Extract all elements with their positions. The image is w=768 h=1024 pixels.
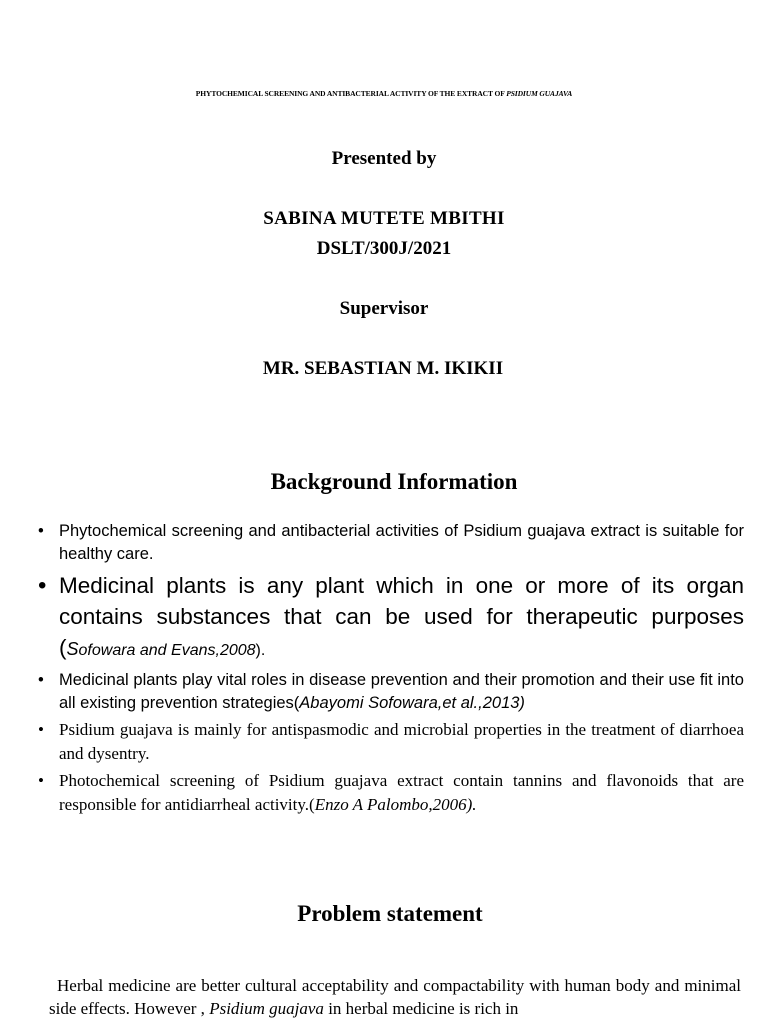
problem-text-before: Herbal medicine are better cultural acceptability and compactability with human body and minimal side effects. However , xyxy=(49,976,741,1018)
list-item xyxy=(38,769,744,817)
list-item-text: Phytochemical screening and antibacterial activities of Psidium guajava extract is suitable for healthy care. xyxy=(59,522,744,563)
supervisor-label: Supervisor xyxy=(339,298,429,319)
bullet-icon: • xyxy=(38,572,47,599)
student-name: SABINA MUTETE MBITHI xyxy=(263,208,505,229)
list-item-text: Psidium guajava is mainly for antispasmodic and microbial properties in the treatment of diarrhoea and dysentry. xyxy=(59,720,744,763)
bullet-icon: • xyxy=(38,720,44,739)
problem-species: Psidium guajava xyxy=(209,999,324,1018)
list-item xyxy=(38,718,744,766)
list-item xyxy=(38,570,744,666)
background-heading: Background Information xyxy=(270,469,518,494)
supervisor-name: MR. SEBASTIAN M. IKIKII xyxy=(262,358,504,379)
problem-paragraph xyxy=(49,974,741,1020)
problem-heading: Problem statement xyxy=(297,901,483,926)
document-title xyxy=(0,89,768,98)
list-item xyxy=(38,520,744,566)
bullet-icon: • xyxy=(38,771,44,790)
problem-text-after: in herbal medicine is rich in xyxy=(323,999,519,1018)
list-item xyxy=(38,669,744,715)
student-registration: DSLT/300J/2021 xyxy=(316,238,452,259)
document-title-main: PHYTOCHEMICAL SCREENING AND ANTIBACTERIAL ACTIVITY OF THE EXTRACT OF xyxy=(195,89,507,98)
list-item-text: Medicinal plants play vital roles in disease prevention and their promotion and their use fit into all existing prevention strategies( xyxy=(59,671,744,712)
citation-tail: ). xyxy=(255,642,266,659)
citation-initial: S xyxy=(66,639,79,659)
list-item-text: Medicinal plants is any plant which in one or more of its organ contains substances that can be used for therapeutic purposes ( xyxy=(59,573,744,660)
presented-by-label: Presented by xyxy=(331,148,437,169)
citation: Enzo A Palombo,2006). xyxy=(314,795,477,814)
list-item-text: Photochemical screening of Psidium guajava extract contain tannins and flavonoids that are responsible for antidiarrheal activity.( xyxy=(59,771,744,814)
citation: ofowara and Evans,2008 xyxy=(78,642,256,659)
bullet-icon: • xyxy=(38,522,44,540)
document-title-species: PSIDIUM GUAJAVA xyxy=(506,89,573,98)
background-list xyxy=(38,520,744,817)
bullet-icon: • xyxy=(38,671,44,689)
citation: Abayomi Sofowara,et al.,2013) xyxy=(299,694,525,712)
